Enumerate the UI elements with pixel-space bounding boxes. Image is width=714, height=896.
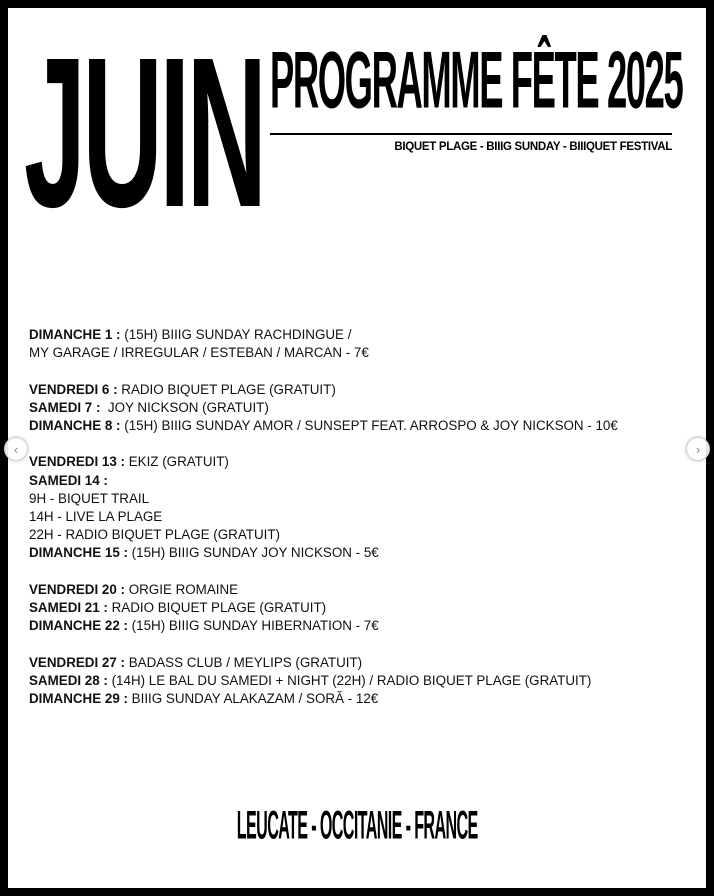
schedule-event: 9H - BIQUET TRAIL: [29, 490, 150, 506]
schedule-event: (15H) BIIIG SUNDAY JOY NICKSON - 5€: [127, 545, 379, 561]
schedule-line: [29, 654, 699, 672]
schedule-day: SAMEDI 21 :: [29, 600, 108, 615]
schedule-day: VENDREDI 20 :: [29, 581, 125, 597]
schedule-day: DIMANCHE 8 :: [29, 418, 121, 433]
program-title: [270, 34, 683, 128]
schedule-line: [29, 544, 699, 562]
schedule-line: [29, 417, 699, 435]
schedule-event: RADIO BIQUET PLAGE (GRATUIT): [107, 600, 327, 615]
schedule-line: [29, 344, 699, 362]
schedule-event: MY GARAGE / IRREGULAR / ESTEBAN / MARCAN - 7€: [29, 345, 369, 361]
location-footer: [8, 800, 706, 850]
schedule-line: [29, 326, 699, 344]
schedule-line: [29, 508, 699, 526]
program-title-text: PROGRAMME FÊTE 2025: [270, 36, 683, 126]
month-label: JUIN: [24, 13, 264, 253]
poster: [8, 8, 706, 888]
schedule-line: [29, 399, 699, 417]
schedule-day: DIMANCHE 29 :: [29, 691, 128, 706]
schedule-group: [29, 581, 699, 636]
schedule-event: (15H) BIIIG SUNDAY HIBERNATION - 7€: [127, 618, 379, 634]
schedule-day: DIMANCHE 1 :: [29, 327, 121, 342]
carousel-prev-button[interactable]: [4, 437, 28, 461]
schedule-day: VENDREDI 6 :: [29, 381, 118, 397]
schedule-line: [29, 526, 699, 544]
schedule-group: [29, 654, 699, 709]
schedule-event: (14H) LE BAL DU SAMEDI + NIGHT (22H) / RADIO BIQUET PLAGE (GRATUIT): [107, 672, 592, 688]
schedule-day: DIMANCHE 15 :: [29, 545, 128, 561]
location-footer-text: LEUCATE - OCCITANIE - FRANCE: [236, 800, 478, 848]
schedule-day: VENDREDI 27 :: [29, 654, 125, 670]
schedule-event: 14H - LIVE LA PLAGE: [29, 509, 163, 524]
schedule-group: [29, 381, 699, 436]
schedule-event: JOY NICKSON (GRATUIT): [100, 399, 269, 415]
schedule-event: (15H) BIIIG SUNDAY RACHDINGUE /: [120, 327, 352, 342]
schedule-line: [29, 453, 699, 471]
title-divider: [270, 133, 672, 135]
event-schedule: [29, 326, 699, 726]
schedule-event: EKIZ (GRATUIT): [125, 454, 229, 470]
schedule-line: [29, 599, 699, 617]
schedule-day: VENDREDI 13 :: [29, 454, 125, 470]
chevron-right-icon: ›: [695, 441, 701, 457]
schedule-line: [29, 690, 699, 708]
venues-subtitle: BIQUET PLAGE - BIIIG SUNDAY - BIIIQUET FESTIVAL: [394, 141, 672, 153]
schedule-event: BADASS CLUB / MEYLIPS (GRATUIT): [125, 654, 363, 670]
schedule-line: [29, 617, 699, 635]
schedule-day: DIMANCHE 22 :: [29, 618, 128, 634]
schedule-line: [29, 381, 699, 399]
schedule-group: [29, 326, 699, 362]
schedule-line: [29, 490, 699, 508]
schedule-event: ORGIE ROMAINE: [125, 581, 239, 597]
schedule-line: [29, 581, 699, 599]
schedule-day: SAMEDI 14 :: [29, 472, 108, 488]
month-heading: [24, 13, 264, 253]
schedule-event: 22H - RADIO BIQUET PLAGE (GRATUIT): [29, 527, 280, 543]
schedule-line: [29, 472, 699, 490]
schedule-line: [29, 672, 699, 690]
chevron-left-icon: ‹: [13, 441, 19, 457]
carousel-next-button[interactable]: [686, 437, 710, 461]
schedule-day: SAMEDI 28 :: [29, 672, 108, 688]
schedule-event: BIIIG SUNDAY ALAKAZAM / SORĂ - 12€: [127, 691, 379, 706]
schedule-event: RADIO BIQUET PLAGE (GRATUIT): [117, 381, 336, 397]
schedule-day: SAMEDI 7 :: [29, 399, 101, 415]
schedule-event: (15H) BIIIG SUNDAY AMOR / SUNSEPT FEAT. ARROSPO & JOY NICKSON - 10€: [120, 418, 618, 433]
schedule-group: [29, 453, 699, 562]
